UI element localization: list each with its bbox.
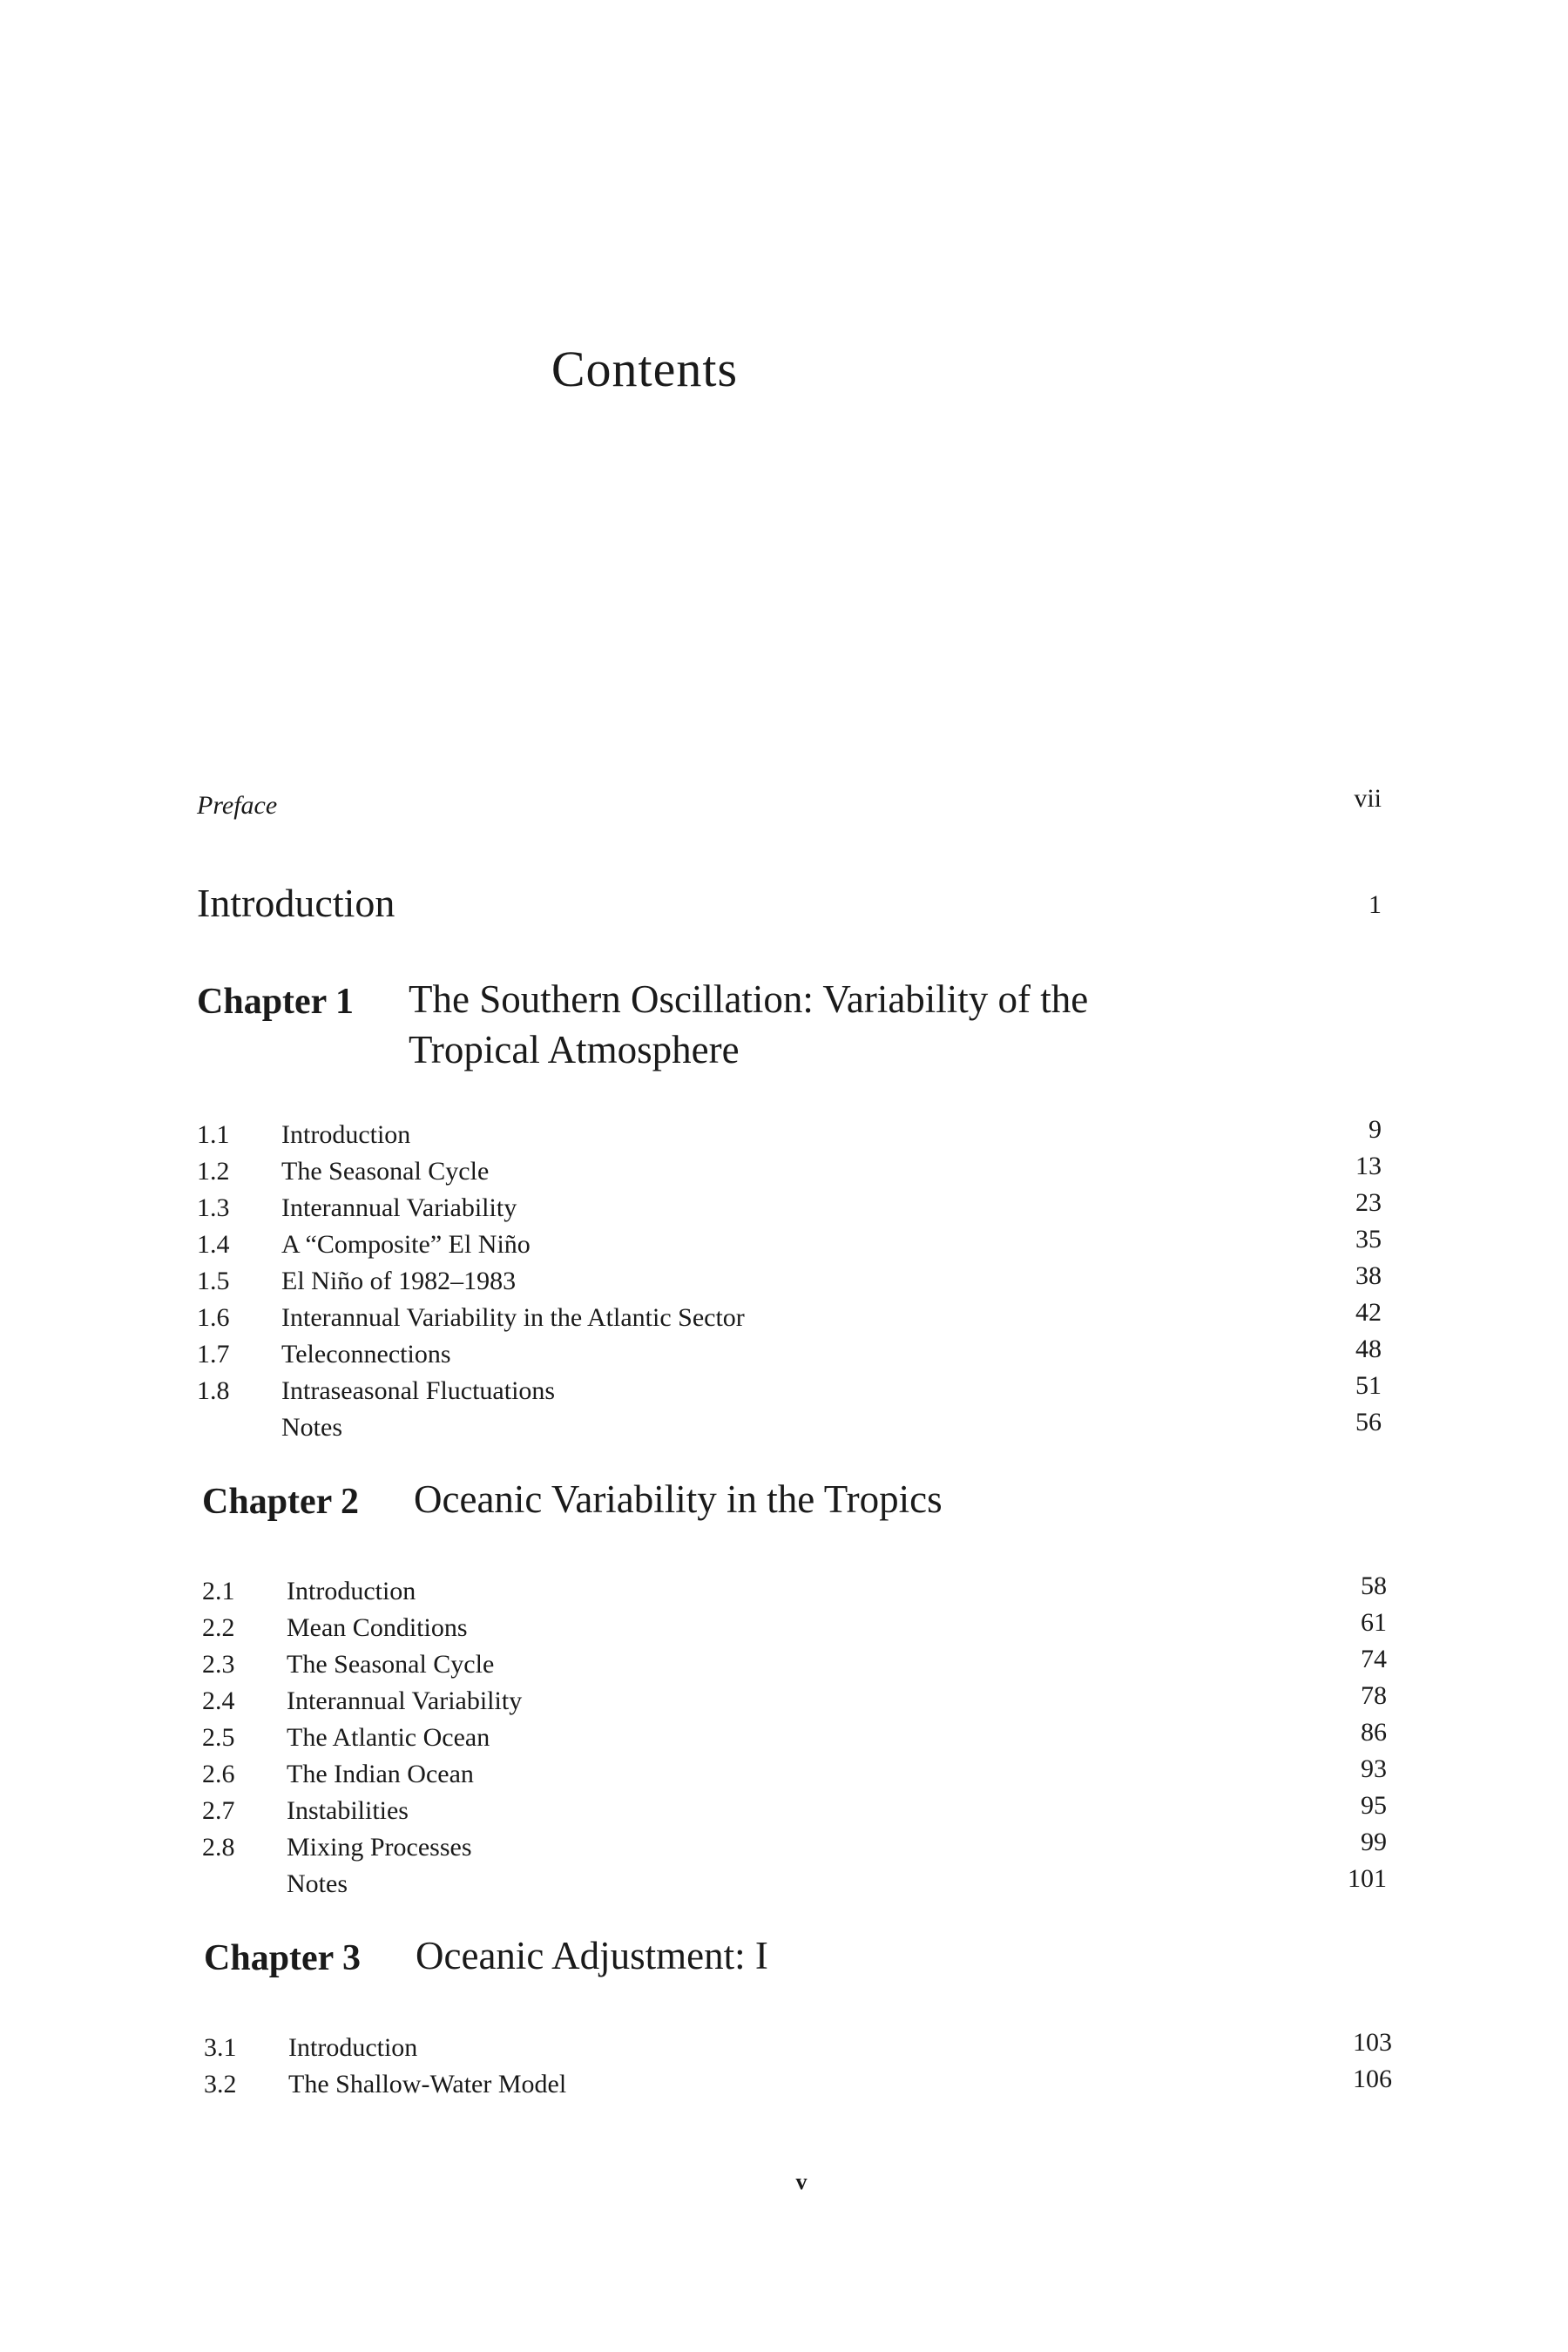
- chapter-1-title: [409, 974, 1193, 1075]
- entry-number: 1.8: [197, 1376, 230, 1405]
- entry-title: El Niño of 1982–1983: [281, 1267, 517, 1295]
- entry-page: 48: [1355, 1335, 1382, 1363]
- toc-entry[interactable]: [202, 1754, 1387, 1796]
- entry-title: Notes: [281, 1413, 342, 1442]
- entry-number: 1.5: [197, 1267, 230, 1295]
- entry-page: 9: [1369, 1115, 1382, 1144]
- preface-page: vii: [1354, 784, 1382, 813]
- chapter-1-title-line-1: The Southern Oscillation: Variability of the: [409, 977, 1089, 1021]
- entry-number: 3.2: [204, 2070, 237, 2099]
- entry-title: Teleconnections: [281, 1340, 451, 1369]
- entry-title: Interannual Variability: [281, 1193, 517, 1222]
- entry-number: 2.4: [202, 1686, 235, 1715]
- page-title: Contents: [551, 341, 739, 397]
- toc-entry[interactable]: [202, 1828, 1387, 1869]
- introduction-label: Introduction: [197, 881, 395, 925]
- chapter-1-entries: [197, 1115, 1382, 1450]
- entry-page: 106: [1353, 2065, 1392, 2093]
- entry-title: Mixing Processes: [287, 1833, 472, 1862]
- toc-entry[interactable]: [197, 1371, 1382, 1413]
- chapter-3: [204, 1930, 1392, 2099]
- chapter-3-heading[interactable]: [204, 1930, 1392, 1991]
- chapter-2: [202, 1474, 1387, 1898]
- entry-title: Interannual Variability: [287, 1686, 523, 1715]
- toc-entry[interactable]: [202, 1681, 1387, 1723]
- toc-entry[interactable]: [202, 1645, 1387, 1686]
- entry-page: 93: [1361, 1754, 1387, 1783]
- entry-page: 35: [1355, 1225, 1382, 1254]
- entry-title: Introduction: [288, 2033, 418, 2062]
- toc-entry[interactable]: [197, 1188, 1382, 1230]
- page-folio: v: [795, 2169, 808, 2194]
- entry-number: 3.1: [204, 2033, 237, 2062]
- entry-number: 2.8: [202, 1833, 235, 1862]
- entry-page: 99: [1361, 1828, 1387, 1856]
- entry-title: Intraseasonal Fluctuations: [281, 1376, 556, 1405]
- toc-entry[interactable]: [197, 1225, 1382, 1267]
- toc-entry[interactable]: [197, 1261, 1382, 1303]
- entry-page: 74: [1361, 1645, 1387, 1673]
- entry-page: 38: [1355, 1261, 1382, 1290]
- chapter-2-number: Chapter 2: [202, 1482, 360, 1522]
- entry-page: 78: [1361, 1681, 1387, 1710]
- entry-number: 2.3: [202, 1650, 235, 1679]
- chapter-2-heading[interactable]: [202, 1474, 1387, 1535]
- toc-row-introduction[interactable]: [197, 880, 1382, 941]
- entry-title: The Indian Ocean: [287, 1760, 474, 1788]
- introduction-page: 1: [1369, 890, 1382, 919]
- toc-entry[interactable]: [202, 1571, 1387, 1613]
- entry-page: 51: [1355, 1371, 1382, 1400]
- entry-title: Interannual Variability in the Atlantic Sector: [281, 1303, 745, 1332]
- entry-title: The Seasonal Cycle: [287, 1650, 495, 1679]
- chapter-1-heading[interactable]: [197, 974, 1382, 1071]
- toc-entry-notes[interactable]: [197, 1408, 1382, 1450]
- preface-label: Preface: [197, 791, 278, 820]
- entry-title: Introduction: [281, 1120, 411, 1149]
- toc-entry[interactable]: [204, 2065, 1392, 2106]
- entry-title: Mean Conditions: [287, 1613, 468, 1642]
- entry-number: 1.2: [197, 1157, 230, 1186]
- entry-title: The Shallow-Water Model: [288, 2070, 567, 2099]
- toc-entry[interactable]: [197, 1115, 1382, 1157]
- entry-title: Instabilities: [287, 1796, 409, 1825]
- entry-title: A “Composite” El Niño: [281, 1230, 531, 1259]
- entry-page: 86: [1361, 1718, 1387, 1747]
- chapter-3-title: Oceanic Adjustment: I: [416, 1934, 768, 1977]
- entry-page: 13: [1355, 1152, 1382, 1180]
- chapter-1-number: Chapter 1: [197, 982, 355, 1022]
- chapter-2-entries: [202, 1571, 1387, 1906]
- entry-title: The Atlantic Ocean: [287, 1723, 490, 1752]
- toc-entry[interactable]: [197, 1298, 1382, 1340]
- entry-page: 42: [1355, 1298, 1382, 1327]
- entry-number: 2.7: [202, 1796, 235, 1825]
- entry-page: 101: [1348, 1864, 1387, 1893]
- entry-title: Notes: [287, 1869, 348, 1898]
- toc-row-preface[interactable]: [197, 784, 1382, 836]
- chapter-1-title-line-2: Tropical Atmosphere: [409, 1028, 740, 1071]
- chapter-3-entries: [204, 2028, 1392, 2106]
- entry-page: 58: [1361, 1571, 1387, 1600]
- toc-entry[interactable]: [202, 1718, 1387, 1760]
- toc-entry[interactable]: [197, 1152, 1382, 1193]
- entry-page: 103: [1353, 2028, 1392, 2057]
- toc-entry[interactable]: [204, 2028, 1392, 2070]
- entry-page: 95: [1361, 1791, 1387, 1820]
- entry-number: 1.7: [197, 1340, 230, 1369]
- chapter-3-number: Chapter 3: [204, 1938, 362, 1978]
- entry-number: 1.3: [197, 1193, 230, 1222]
- entry-page: 61: [1361, 1608, 1387, 1637]
- entry-title: The Seasonal Cycle: [281, 1157, 490, 1186]
- toc-entry[interactable]: [197, 1335, 1382, 1376]
- chapter-2-title: Oceanic Variability in the Tropics: [414, 1477, 943, 1521]
- entry-number: 2.6: [202, 1760, 235, 1788]
- toc-entry[interactable]: [202, 1608, 1387, 1650]
- toc-entry[interactable]: [202, 1791, 1387, 1833]
- entry-number: 1.6: [197, 1303, 230, 1332]
- toc-entry-notes[interactable]: [202, 1864, 1387, 1906]
- entry-page: 23: [1355, 1188, 1382, 1217]
- entry-number: 2.5: [202, 1723, 235, 1752]
- entry-number: 1.4: [197, 1230, 230, 1259]
- entry-page: 56: [1355, 1408, 1382, 1436]
- entry-number: 2.2: [202, 1613, 235, 1642]
- entry-number: 1.1: [197, 1120, 230, 1149]
- chapter-1: [197, 974, 1382, 1442]
- entry-title: Introduction: [287, 1577, 416, 1605]
- entry-number: 2.1: [202, 1577, 235, 1605]
